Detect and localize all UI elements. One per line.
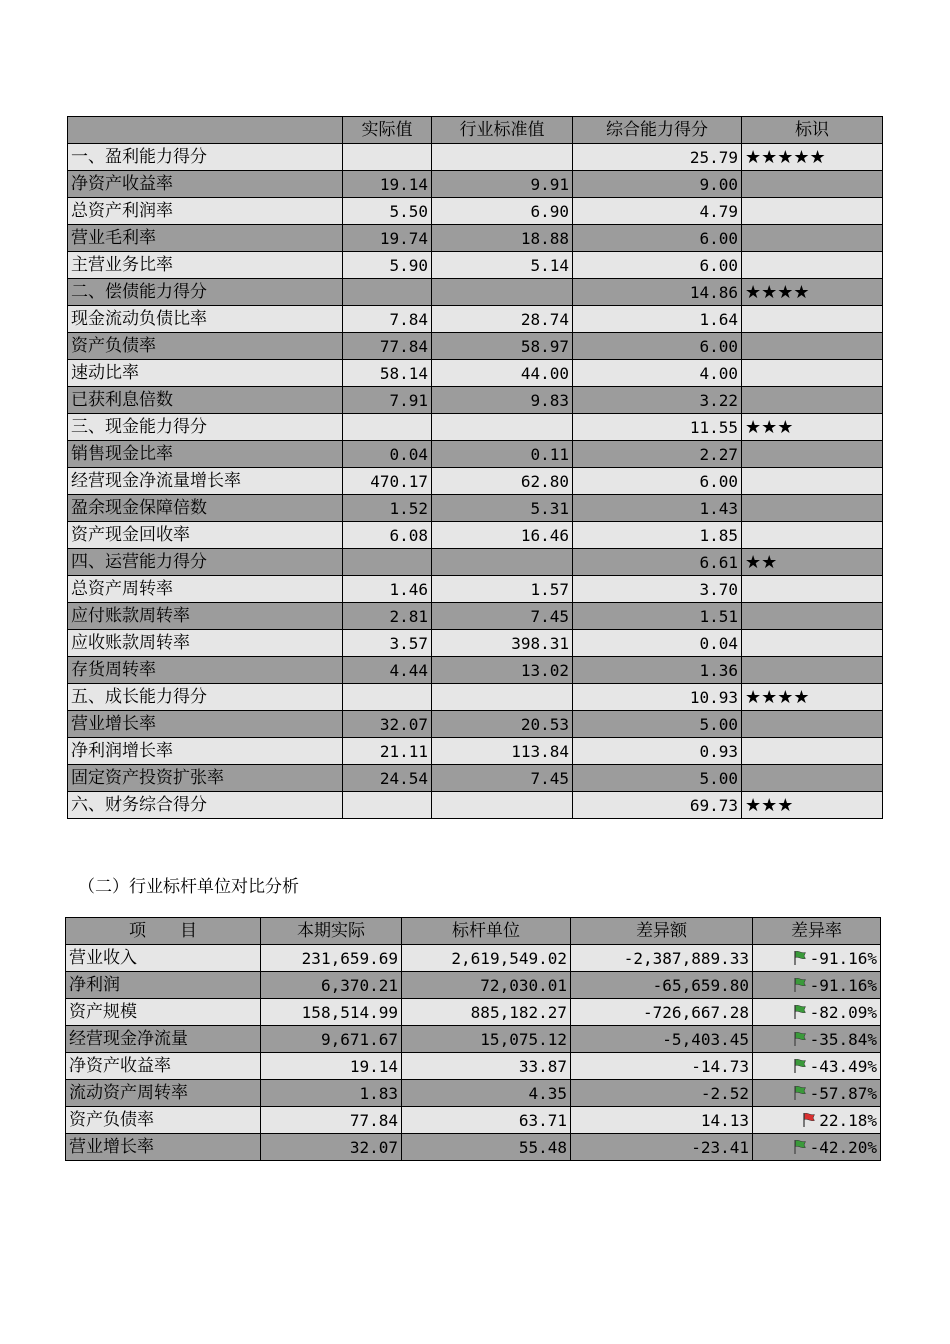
- score-value: 1.43: [573, 495, 742, 522]
- star-rating: [742, 468, 883, 495]
- row-label: 经营现金净流量增长率: [68, 468, 343, 495]
- actual-value: 7.91: [343, 387, 432, 414]
- star-rating: ★★★★: [742, 279, 883, 306]
- table-row: [68, 441, 883, 468]
- standard-value: [432, 414, 573, 441]
- standard-value: [432, 144, 573, 171]
- benchmark-value: 33.87: [402, 1053, 571, 1080]
- table-row: [68, 144, 883, 171]
- row-label: 速动比率: [68, 360, 343, 387]
- actual-value: [343, 279, 432, 306]
- difference-value: -2,387,889.33: [571, 945, 753, 972]
- table-row: [68, 711, 883, 738]
- score-value: 11.55: [573, 414, 742, 441]
- table-row: [68, 252, 883, 279]
- green-flag-icon: [793, 1002, 807, 1018]
- standard-value: 398.31: [432, 630, 573, 657]
- difference-value: -14.73: [571, 1053, 753, 1080]
- benchmark-value: 55.48: [402, 1134, 571, 1161]
- benchmark-value: 2,619,549.02: [402, 945, 571, 972]
- score-value: 69.73: [573, 792, 742, 819]
- table-row: [68, 360, 883, 387]
- actual-value: 32.07: [343, 711, 432, 738]
- star-rating: [742, 441, 883, 468]
- score-value: 6.00: [573, 333, 742, 360]
- score-table: [67, 116, 883, 819]
- difference-rate-cell: [753, 999, 881, 1026]
- table-row: [68, 306, 883, 333]
- score-value: 5.00: [573, 765, 742, 792]
- actual-value: 19.74: [343, 225, 432, 252]
- standard-value: 113.84: [432, 738, 573, 765]
- table-row: [68, 495, 883, 522]
- actual-value: 1.83: [261, 1080, 402, 1107]
- standard-value: 28.74: [432, 306, 573, 333]
- row-label: 五、成长能力得分: [68, 684, 343, 711]
- score-value: 9.00: [573, 171, 742, 198]
- actual-value: 77.84: [343, 333, 432, 360]
- header-cell: 本期实际: [261, 918, 402, 945]
- actual-value: 1.52: [343, 495, 432, 522]
- row-label: 经营现金净流量: [66, 1026, 261, 1053]
- standard-value: 62.80: [432, 468, 573, 495]
- table-row: [68, 279, 883, 306]
- row-label: 二、偿债能力得分: [68, 279, 343, 306]
- actual-value: 4.44: [343, 657, 432, 684]
- score-value: 14.86: [573, 279, 742, 306]
- table-row: [68, 657, 883, 684]
- standard-value: 58.97: [432, 333, 573, 360]
- star-rating: [742, 522, 883, 549]
- header-cell: 项 目: [66, 918, 261, 945]
- table-row: [66, 1080, 881, 1107]
- star-rating: ★★★: [742, 414, 883, 441]
- difference-rate-cell: [753, 1107, 881, 1134]
- actual-value: 6,370.21: [261, 972, 402, 999]
- actual-value: [343, 684, 432, 711]
- header-cell: 标识: [742, 117, 883, 144]
- row-label: 资产负债率: [66, 1107, 261, 1134]
- table-row: [68, 198, 883, 225]
- benchmark-value: 72,030.01: [402, 972, 571, 999]
- score-value: 1.36: [573, 657, 742, 684]
- table-row: [66, 1026, 881, 1053]
- star-rating: [742, 765, 883, 792]
- score-value: 5.00: [573, 711, 742, 738]
- table-row: [66, 972, 881, 999]
- score-value: 6.00: [573, 468, 742, 495]
- row-label: 营业毛利率: [68, 225, 343, 252]
- row-label: 净利润增长率: [68, 738, 343, 765]
- table-row: [68, 522, 883, 549]
- row-label: 净资产收益率: [66, 1053, 261, 1080]
- actual-value: 5.90: [343, 252, 432, 279]
- difference-rate: -35.84%: [809, 1029, 877, 1049]
- star-rating: [742, 225, 883, 252]
- row-label: 营业收入: [66, 945, 261, 972]
- standard-value: 5.31: [432, 495, 573, 522]
- benchmark-table-header: [66, 918, 881, 945]
- standard-value: 7.45: [432, 603, 573, 630]
- section-title: （二）行业标杆单位对比分析: [78, 877, 299, 897]
- standard-value: 0.11: [432, 441, 573, 468]
- score-value: 6.61: [573, 549, 742, 576]
- difference-value: -726,667.28: [571, 999, 753, 1026]
- star-rating: [742, 360, 883, 387]
- row-label: 营业增长率: [66, 1134, 261, 1161]
- star-rating: [742, 252, 883, 279]
- table-row: [68, 576, 883, 603]
- score-value: 6.00: [573, 225, 742, 252]
- actual-value: [343, 549, 432, 576]
- standard-value: 1.57: [432, 576, 573, 603]
- star-rating: [742, 657, 883, 684]
- table-row: [68, 333, 883, 360]
- score-value: 0.04: [573, 630, 742, 657]
- table-row: [68, 387, 883, 414]
- actual-value: 21.11: [343, 738, 432, 765]
- green-flag-icon: [793, 1083, 807, 1099]
- difference-rate-cell: [753, 1080, 881, 1107]
- standard-value: 16.46: [432, 522, 573, 549]
- difference-rate-cell: [753, 1134, 881, 1161]
- score-value: 0.93: [573, 738, 742, 765]
- row-label: 资产规模: [66, 999, 261, 1026]
- score-value: 2.27: [573, 441, 742, 468]
- score-value: 4.79: [573, 198, 742, 225]
- score-table-body: [68, 117, 883, 819]
- table-row: [66, 999, 881, 1026]
- difference-rate: -42.20%: [809, 1137, 877, 1157]
- row-label: 固定资产投资扩张率: [68, 765, 343, 792]
- row-label: 盈余现金保障倍数: [68, 495, 343, 522]
- difference-rate-cell: [753, 1053, 881, 1080]
- benchmark-value: 15,075.12: [402, 1026, 571, 1053]
- standard-value: [432, 792, 573, 819]
- benchmark-table: [65, 917, 881, 1161]
- actual-value: 3.57: [343, 630, 432, 657]
- table-row: [68, 630, 883, 657]
- table-row: [68, 792, 883, 819]
- header-cell: 行业标准值: [432, 117, 573, 144]
- benchmark-table-body: [66, 918, 881, 1161]
- benchmark-value: 63.71: [402, 1107, 571, 1134]
- header-cell: 综合能力得分: [573, 117, 742, 144]
- star-rating: [742, 630, 883, 657]
- standard-value: [432, 279, 573, 306]
- standard-value: 9.91: [432, 171, 573, 198]
- standard-value: [432, 684, 573, 711]
- difference-rate: -57.87%: [809, 1083, 877, 1103]
- standard-value: 20.53: [432, 711, 573, 738]
- header-cell: 差异额: [571, 918, 753, 945]
- actual-value: 9,671.67: [261, 1026, 402, 1053]
- score-value: 3.70: [573, 576, 742, 603]
- score-value: 1.51: [573, 603, 742, 630]
- table-row: [68, 468, 883, 495]
- header-cell: 差异率: [753, 918, 881, 945]
- standard-value: 7.45: [432, 765, 573, 792]
- green-flag-icon: [793, 1137, 807, 1153]
- star-rating: [742, 495, 883, 522]
- score-value: 6.00: [573, 252, 742, 279]
- row-label: 营业增长率: [68, 711, 343, 738]
- header-cell: 实际值: [343, 117, 432, 144]
- row-label: 流动资产周转率: [66, 1080, 261, 1107]
- star-rating: [742, 333, 883, 360]
- difference-value: 14.13: [571, 1107, 753, 1134]
- standard-value: 6.90: [432, 198, 573, 225]
- difference-value: -5,403.45: [571, 1026, 753, 1053]
- star-rating: [742, 603, 883, 630]
- score-value: 10.93: [573, 684, 742, 711]
- green-flag-icon: [793, 948, 807, 964]
- red-flag-icon: [802, 1110, 816, 1126]
- green-flag-icon: [793, 1056, 807, 1072]
- actual-value: [343, 144, 432, 171]
- actual-value: 1.46: [343, 576, 432, 603]
- difference-rate: -82.09%: [809, 1002, 877, 1022]
- star-rating: [742, 576, 883, 603]
- difference-value: -23.41: [571, 1134, 753, 1161]
- row-label: 总资产利润率: [68, 198, 343, 225]
- standard-value: 13.02: [432, 657, 573, 684]
- actual-value: 2.81: [343, 603, 432, 630]
- row-label: 资产现金回收率: [68, 522, 343, 549]
- actual-value: 58.14: [343, 360, 432, 387]
- table-row: [66, 1053, 881, 1080]
- star-rating: [742, 738, 883, 765]
- row-label: 一、盈利能力得分: [68, 144, 343, 171]
- table-row: [68, 765, 883, 792]
- score-table-header: [68, 117, 883, 144]
- table-row: [68, 414, 883, 441]
- star-rating: [742, 171, 883, 198]
- star-rating: [742, 306, 883, 333]
- actual-value: 77.84: [261, 1107, 402, 1134]
- table-row: [68, 171, 883, 198]
- table-row: [66, 1107, 881, 1134]
- score-value: 4.00: [573, 360, 742, 387]
- table-row: [66, 1134, 881, 1161]
- difference-value: -2.52: [571, 1080, 753, 1107]
- standard-value: 9.83: [432, 387, 573, 414]
- difference-rate: -91.16%: [809, 975, 877, 995]
- actual-value: 231,659.69: [261, 945, 402, 972]
- standard-value: 18.88: [432, 225, 573, 252]
- actual-value: 0.04: [343, 441, 432, 468]
- row-label: 六、财务综合得分: [68, 792, 343, 819]
- table-row: [68, 684, 883, 711]
- row-label: 净资产收益率: [68, 171, 343, 198]
- score-value: 25.79: [573, 144, 742, 171]
- row-label: 净利润: [66, 972, 261, 999]
- row-label: 主营业务比率: [68, 252, 343, 279]
- actual-value: 6.08: [343, 522, 432, 549]
- standard-value: [432, 549, 573, 576]
- score-value: 1.85: [573, 522, 742, 549]
- star-rating: [742, 711, 883, 738]
- actual-value: 19.14: [343, 171, 432, 198]
- difference-rate-cell: [753, 945, 881, 972]
- green-flag-icon: [793, 1029, 807, 1045]
- score-value: 1.64: [573, 306, 742, 333]
- header-cell: [68, 117, 343, 144]
- benchmark-value: 4.35: [402, 1080, 571, 1107]
- row-label: 销售现金比率: [68, 441, 343, 468]
- row-label: 总资产周转率: [68, 576, 343, 603]
- standard-value: 44.00: [432, 360, 573, 387]
- row-label: 三、现金能力得分: [68, 414, 343, 441]
- star-rating: ★★★★: [742, 684, 883, 711]
- row-label: 现金流动负债比率: [68, 306, 343, 333]
- table-row: [68, 603, 883, 630]
- score-value: 3.22: [573, 387, 742, 414]
- row-label: 存货周转率: [68, 657, 343, 684]
- row-label: 四、运营能力得分: [68, 549, 343, 576]
- row-label: 已获利息倍数: [68, 387, 343, 414]
- row-label: 应付账款周转率: [68, 603, 343, 630]
- star-rating: ★★: [742, 549, 883, 576]
- difference-rate: -43.49%: [809, 1056, 877, 1076]
- actual-value: 24.54: [343, 765, 432, 792]
- actual-value: 470.17: [343, 468, 432, 495]
- table-row: [68, 225, 883, 252]
- row-label: 应收账款周转率: [68, 630, 343, 657]
- actual-value: 7.84: [343, 306, 432, 333]
- difference-rate: 22.18%: [819, 1110, 877, 1130]
- star-rating: ★★★★★: [742, 144, 883, 171]
- table-row: [68, 738, 883, 765]
- difference-rate-cell: [753, 972, 881, 999]
- difference-rate: -91.16%: [809, 948, 877, 968]
- benchmark-value: 885,182.27: [402, 999, 571, 1026]
- actual-value: 19.14: [261, 1053, 402, 1080]
- actual-value: 32.07: [261, 1134, 402, 1161]
- difference-rate-cell: [753, 1026, 881, 1053]
- standard-value: 5.14: [432, 252, 573, 279]
- actual-value: 5.50: [343, 198, 432, 225]
- difference-value: -65,659.80: [571, 972, 753, 999]
- actual-value: [343, 414, 432, 441]
- table-row: [66, 945, 881, 972]
- actual-value: [343, 792, 432, 819]
- table-row: [68, 549, 883, 576]
- star-rating: ★★★: [742, 792, 883, 819]
- star-rating: [742, 387, 883, 414]
- row-label: 资产负债率: [68, 333, 343, 360]
- actual-value: 158,514.99: [261, 999, 402, 1026]
- header-cell: 标杆单位: [402, 918, 571, 945]
- green-flag-icon: [793, 975, 807, 991]
- star-rating: [742, 198, 883, 225]
